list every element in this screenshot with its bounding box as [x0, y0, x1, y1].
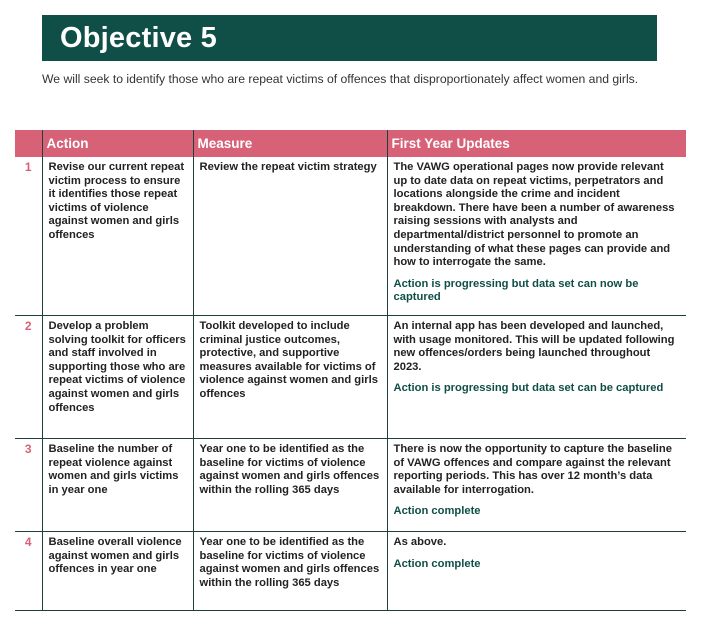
- measure-text: Year one to be identified as the baseline for victims of violence against women and girls offences within the rolling 365 days: [199, 536, 380, 589]
- page-title: Objective 5: [60, 22, 217, 54]
- measure-text: Year one to be identified as the baseline for victims of violence against women and girls offences within the rolling 365 days: [199, 443, 380, 496]
- action-text: Baseline overall violence against women and girls offences in year one: [48, 536, 182, 576]
- header-number: [15, 130, 42, 157]
- update-text: An internal app has been developed and launched, with usage monitored. This will be updated following new offences/orders being launched throughout 2023.: [393, 320, 675, 373]
- status-text: Action complete: [393, 557, 481, 570]
- status-text: Action is progressing but data set can now be captured: [393, 277, 639, 304]
- row-number: 4: [15, 532, 42, 611]
- action-text: Develop a problem solving toolkit for officers and staff involved in supporting those who are repeat victims of violence against women and girls offences: [48, 320, 186, 414]
- table-header-row: [15, 130, 686, 157]
- action-cell: [42, 157, 193, 316]
- update-cell: [387, 532, 686, 611]
- action-cell: [42, 532, 193, 611]
- header-measure: Measure: [193, 130, 387, 157]
- header-action: Action: [42, 130, 193, 157]
- row-number: 1: [15, 157, 42, 316]
- status-text: Action is progressing but data set can be captured: [393, 382, 664, 395]
- update-text: There is now the opportunity to capture the baseline of VAWG offences and compare against the relevant reporting periods. This has over 12 month’s data available for interrogation.: [393, 443, 672, 496]
- status-text: Action complete: [393, 505, 481, 518]
- table-row: [15, 439, 686, 532]
- update-text: The VAWG operational pages now provide relevant up to date data on repeat victims, perpetrators and locations alongside the crime and incident breakdown. There have been a number of awareness raising sessions with analysts and departmental/district personnel to promote an understanding of what these pages can provide and how to interrogate the same.: [393, 161, 675, 269]
- update-cell: [387, 157, 686, 316]
- measure-cell: [193, 316, 387, 439]
- table-row: [15, 532, 686, 611]
- action-text: Baseline the number of repeat violence against women and girls victims in year one: [48, 443, 179, 496]
- measure-cell: [193, 157, 387, 316]
- table-row: [15, 157, 686, 316]
- update-text: As above.: [393, 536, 447, 548]
- measure-text: Toolkit developed to include criminal justice outcomes, protective, and supportive measures available for victims of violence against women and girls offences: [199, 320, 378, 400]
- row-number: 3: [15, 439, 42, 532]
- intro-text: We will seek to identify those who are repeat victims of offences that disproportionately affect women and girls.: [42, 72, 639, 86]
- objective-table: [15, 130, 686, 611]
- action-cell: [42, 316, 193, 439]
- objective-title-bar: [42, 15, 657, 61]
- action-cell: [42, 439, 193, 532]
- measure-cell: [193, 439, 387, 532]
- update-cell: [387, 439, 686, 532]
- table-row: [15, 316, 686, 439]
- measure-text: Review the repeat victim strategy: [199, 161, 377, 173]
- row-number: 2: [15, 316, 42, 439]
- header-first-year-updates: First Year Updates: [387, 130, 686, 157]
- action-text: Revise our current repeat victim process to ensure it identifies those repeat victims of violence against women and girls offences: [48, 161, 185, 241]
- update-cell: [387, 316, 686, 439]
- measure-cell: [193, 532, 387, 611]
